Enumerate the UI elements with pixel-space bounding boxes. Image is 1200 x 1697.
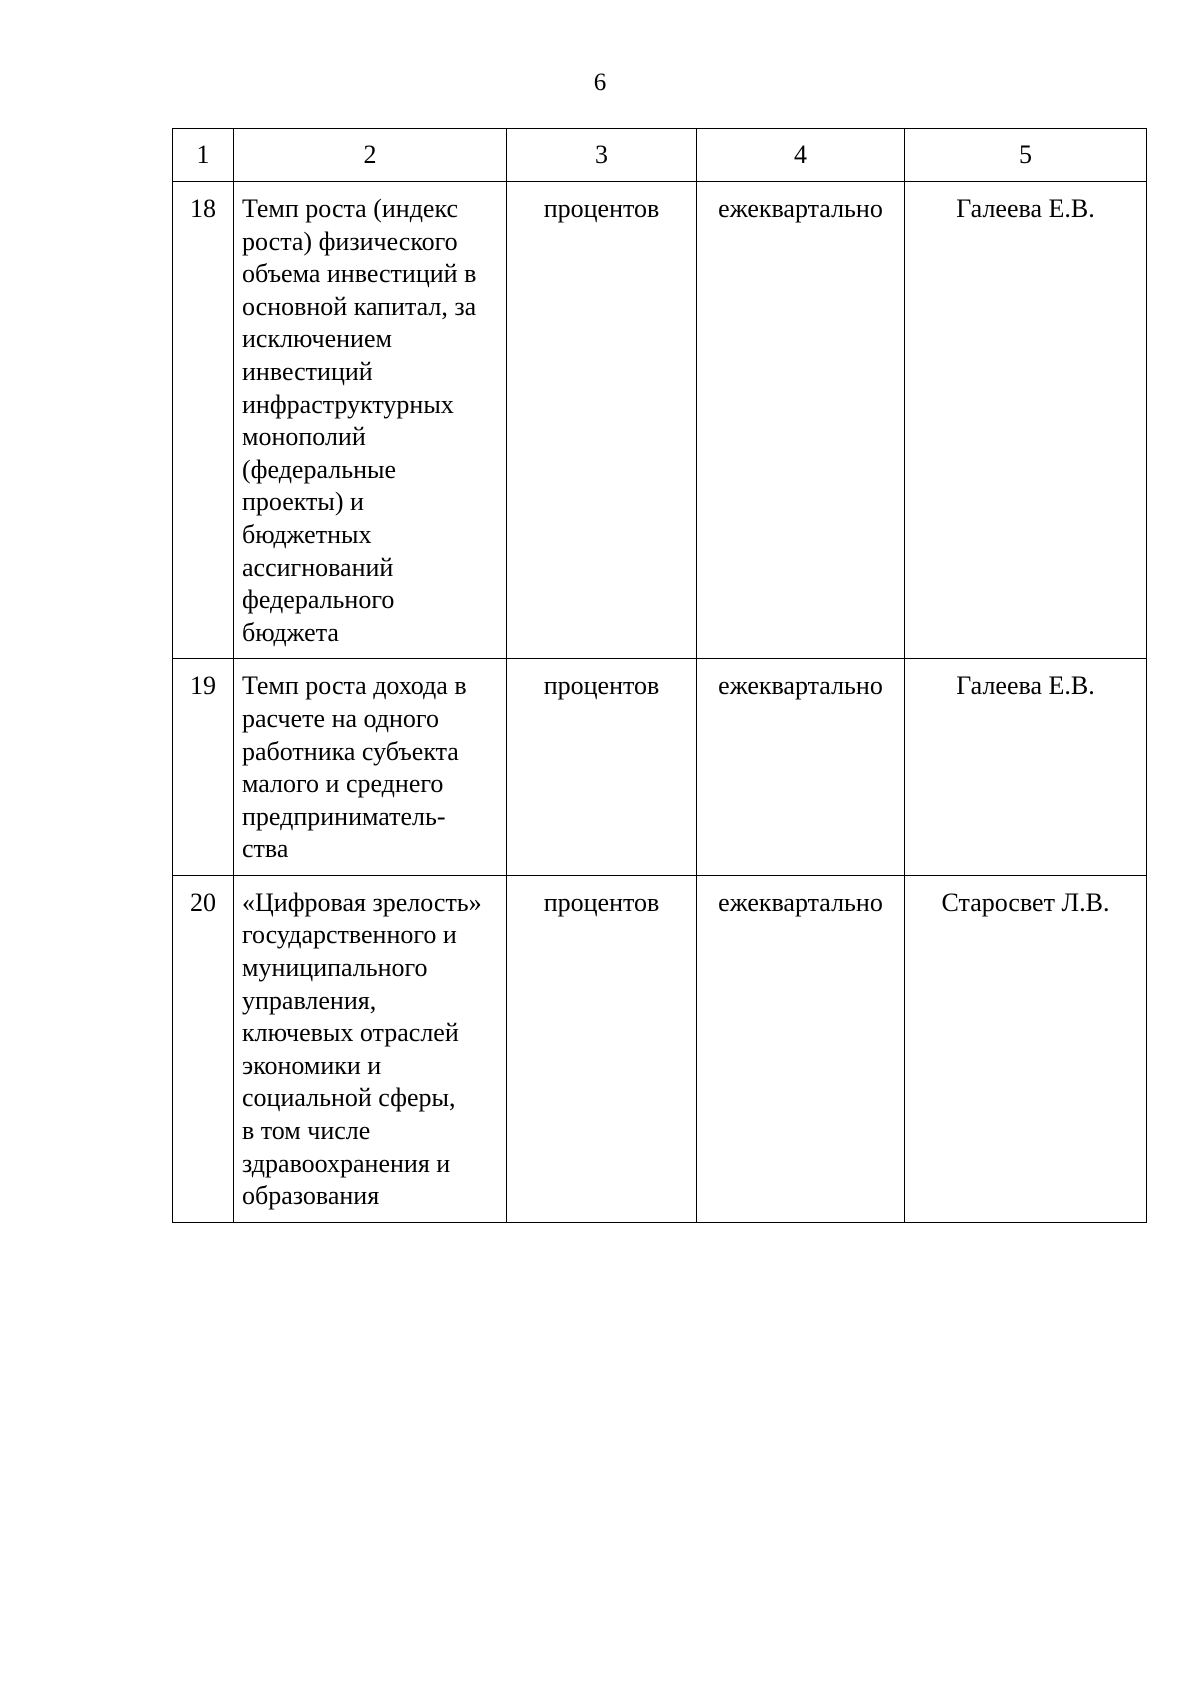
indicator-name-line: проекты) и [242,487,364,517]
indicator-name [234,182,507,659]
unit-cell: процентов [507,659,697,876]
period-cell: ежеквартально [697,182,905,659]
indicator-name-line: ключевых отраслей [242,1018,459,1048]
column-header: 4 [697,129,905,182]
indicator-name-line: управления, [242,985,377,1015]
indicator-name-line: предприниматель- [242,801,446,831]
indicator-name-line: основной капитал, за [242,291,477,321]
row-number: 19 [173,659,234,876]
table-header-row [173,129,1147,182]
indicator-name-line: инвестиций [242,356,373,386]
table-row [173,659,1147,876]
indicator-name-line: малого и среднего [242,769,444,799]
indicator-name-line: социальной сферы, [242,1083,456,1113]
indicator-name-line: ства [242,834,289,864]
indicator-name-line: государственного и [242,920,457,950]
indicator-name-line: экономики и [242,1050,382,1080]
indicator-name-line: (федеральные [242,454,396,484]
indicator-name-line: здравоохранения и [242,1148,451,1178]
table-row [173,875,1147,1222]
indicator-name-line: «Цифровая зрелость» [242,887,482,917]
indicator-name-line: инфраструктурных [242,389,454,419]
indicator-name-line: федерального [242,585,395,615]
page-number: 6 [593,69,607,96]
indicators-table [172,128,1147,1223]
responsible-cell: Галеева Е.В. [905,182,1147,659]
responsible-cell: Старосвет Л.В. [905,875,1147,1222]
indicator-name-line: Темп роста дохода в [242,671,467,701]
indicator-name [234,875,507,1222]
unit-cell: процентов [507,875,697,1222]
column-header: 1 [173,129,234,182]
indicator-name-line: бюджета [242,617,339,647]
responsible-cell: Галеева Е.В. [905,659,1147,876]
column-header: 2 [234,129,507,182]
period-cell: ежеквартально [697,875,905,1222]
row-number: 18 [173,182,234,659]
indicator-name-line: работника субъекта [242,736,459,766]
indicator-name-line: Темп роста (индекс [242,194,458,223]
unit-cell: процентов [507,182,697,659]
indicator-name-line: исключением [242,324,392,354]
indicator-name-line: в том числе [242,1116,371,1146]
indicator-name-line: монополий [242,422,366,452]
indicator-name-line: муниципального [242,953,428,983]
period-cell: ежеквартально [697,659,905,876]
table-row [173,182,1147,659]
indicator-name-line: объема инвестиций в [242,259,477,289]
indicator-name-line: расчете на одного [242,703,439,733]
column-header: 5 [905,129,1147,182]
indicator-name-line: роста) физического [242,226,458,256]
row-number: 20 [173,875,234,1222]
indicator-name-line: бюджетных [242,519,372,549]
column-header: 3 [507,129,697,182]
indicator-name-line: ассигнований [242,552,394,582]
indicator-name-line: образования [242,1181,380,1211]
indicator-name [234,659,507,876]
